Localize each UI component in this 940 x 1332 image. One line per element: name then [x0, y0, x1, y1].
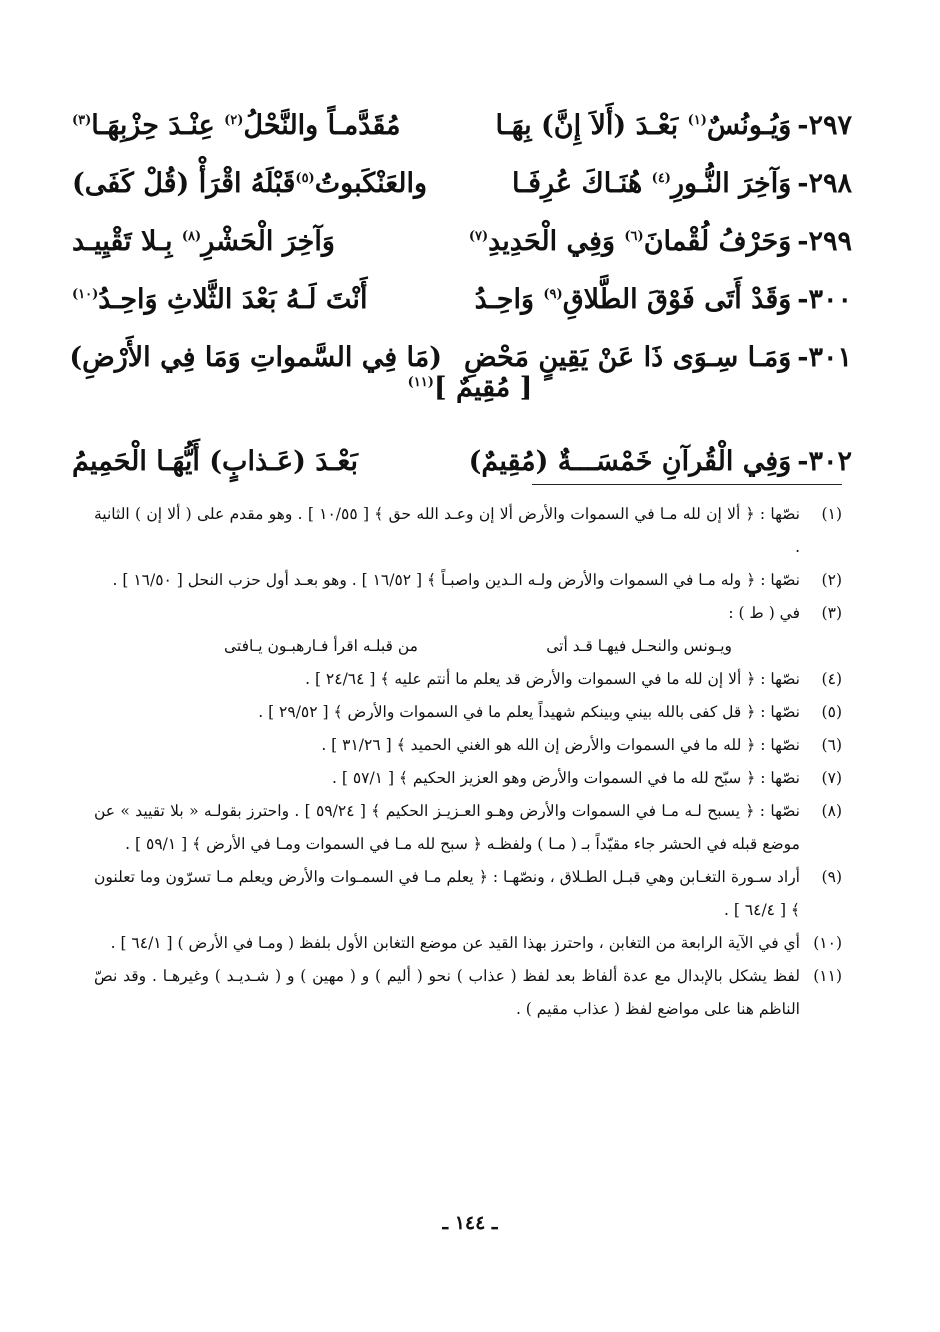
verse-right-hemistich: ٢٩٧-وَيُـونُسٌ$^{(١)}$ بَعْـدَ (أَلاَ إِنَّ) بِهَـا [495, 109, 852, 141]
footnote-ref: (٦) [624, 228, 644, 244]
footnote-number: (٥) [821, 703, 842, 721]
footnote-ref: (١٠) [72, 286, 99, 302]
footnote-ref: (٣) [72, 112, 92, 128]
verse-right-hemistich: ٣٠١-وَمَـا سِـوَى ذَا عَنْ يَقِينٍ مَحْضِ [463, 341, 852, 373]
footnote-ref: (١١) [407, 375, 434, 390]
footnote-divider [532, 484, 842, 485]
poem-left-hemistich: من قبلـه اقرأ فـارهبـون يـافتى [224, 637, 418, 655]
footnote-text: نصّها : ﴿ ألا إن لله مـا في السموات والأرض ألا إن وعـد الله حق ﴾ [ ١٠/٥٥ ] . وهو مقدم على ( ألا إن ) الثانية . [94, 505, 800, 556]
verse-number: ٣٠١- [797, 341, 852, 373]
footnote-text: نصّها : ﴿ قل كفى بالله بيني وبينكم شهيداً يعلم ما في السموات والأرض ﴾ [ ٢٩/٥٢ ] . [258, 703, 800, 721]
verse-number: ٢٩٩- [797, 225, 852, 257]
footnote [94, 861, 842, 927]
verse-left-hemistich: بَعْـدَ (عَـذابٍ) أَيُّهَـا الْحَمِيمُ [72, 445, 358, 477]
footnote [94, 729, 842, 762]
footnote-text: نصّها : ﴿ ألا إن لله ما في السموات والأرض قد يعلم ما أنتم عليه ﴾ [ ٢٤/٦٤ ] . [305, 670, 800, 688]
footnote [94, 564, 842, 597]
footnote-number: (٧) [821, 769, 842, 787]
footnote-ref: (٨) [181, 228, 202, 244]
verse-right-hemistich: ٢٩٩-وَحَرْفُ لُقْمانَ$^{(٦)}$ وَفِي الْحَدِيدِ$^{(٧)}$ [468, 225, 852, 257]
footnote-text: نصّها : ﴿ يسبح لـه مـا في السموات والأرض وهـو العـزيـز الحكيم ﴾ [ ٥٩/٢٤ ] . واحترز بقولـه « بلا تقييد » عن موضع قبله في الحشر جاء مقيّداً بـ ( مـا ) ولفظـه ﴿ سبح لله مـا في السموات ومـا في الأرض ﴾ [ ٥٩/١ ] . [94, 802, 800, 853]
verse-number: ٣٠٢- [797, 445, 852, 477]
footnote [94, 795, 842, 861]
footnote-text: أي في الآية الرابعة من التغابن ، واحترز بهذا القيد عن موضع التغابن الأول بلفظ ( ومـا في الأرض ) [ ٦٤/١ ] . [110, 934, 800, 952]
verse-line-297 [72, 96, 852, 154]
verse-line-300 [72, 270, 852, 328]
footnote [94, 960, 842, 1026]
footnote-number: (٦) [821, 736, 842, 754]
verse-number: ٢٩٨- [797, 167, 852, 199]
footnote [94, 927, 842, 960]
verse-number: ٣٠٠- [797, 283, 852, 315]
footnote-ref: (٩) [543, 286, 563, 302]
footnote-ref: (٤) [651, 170, 671, 186]
footnote [94, 696, 842, 729]
footnote-text: أراد سـورة التغـابن وهي قبـل الطـلاق ، ونصّهـا : ﴿ يعلم مـا في السمـوات والأرض ويعلم مـا تسرّون وما تعلنون ﴾ [ ٦٤/٤ ] . [94, 868, 800, 919]
footnote-text: نصّها : ﴿ سبّح لله ما في السموات والأرض وهو العزيز الحكيم ﴾ [ ٥٧/١ ] . [331, 769, 800, 787]
footnote-number: (١) [821, 505, 842, 523]
verse-left-hemistich: والعَنْكَبوتُ$^{(٥)}$قَبْلَهُ اقْرَأْ (قُلْ كَفَى) [72, 167, 428, 199]
verse-left-hemistich: وَآخِرَ الْحَشْرِ$^{(٨)}$ بِـلا تَقْيِيـد [72, 225, 335, 257]
footnote-number: (١٠) [813, 934, 842, 952]
footnote-number: (٤) [821, 670, 842, 688]
verse-right-hemistich: ٣٠٠-وَقَدْ أَتَى فَوْقَ الطَّلاقِ$^{(٩)}$ وَاحِـدُ [474, 283, 852, 315]
footnote-ref: (١) [687, 112, 707, 128]
footnote-text: نصّها : ﴿ لله ما في السموات والأرض إن الله هو الغني الحميد ﴾ [ ٣١/٢٦ ] . [321, 736, 800, 754]
footnote [94, 498, 842, 564]
verse-line-302 [72, 432, 852, 490]
verse-right-hemistich: ٣٠٢-وَفِي الْقُرآنِ خَمْسَـــةٌ (مُقِيمٌ) [468, 445, 852, 477]
verse-line-298 [72, 154, 852, 212]
verse-line-299 [72, 212, 852, 270]
verse-left-hemistich: أَنْتَ لَـهُ بَعْدَ الثَّلاثِ وَاحِـدُ$^{(١٠)}$ [72, 283, 368, 315]
footnote-ref: (٧) [468, 228, 489, 244]
verse-right-hemistich: ٢٩٨-وَآخِرَ النُّـورِ$^{(٤)}$ هُنَـاكَ عُرِفَـا [512, 167, 852, 199]
footnote-number: (٣) [821, 604, 842, 622]
footnote-ref: (٥) [295, 170, 315, 186]
quoted-poem-line [94, 630, 842, 663]
footnote [94, 597, 842, 630]
footnote [94, 663, 842, 696]
footnote [94, 762, 842, 795]
footnote-number: (٨) [821, 802, 842, 820]
page-number: ـ ١٤٤ ـ [442, 1212, 498, 1234]
footnote-number: (٩) [821, 868, 842, 886]
footnote-text: لفظ يشكل بالإبدال مع عدة ألفاظ بعد لفظ ( عذاب ) نحو ( أليم ) و ( مهين ) و ( شـديـد ) وغيرهـا . وقد نصّ الناظم هنا على مواضع لفظ ( عذاب مقيم ) . [94, 967, 800, 1018]
poem-right-hemistich: ويـونس والنحـل فيهـا قـد أتى [546, 637, 732, 655]
footnote-text: نصّها : ﴿ وله مـا في السموات والأرض ولـه الـدين واصبـاً ﴾ [ ١٦/٥٢ ] . وهو بعـد أول حزب النحل [ ١٦/٥٠ ] . [112, 571, 800, 589]
footnote-text: في ( ط ) : [728, 604, 800, 622]
verse-continuation: [ مُقِيمٌ ]$^{(١١)}$ [407, 372, 533, 403]
verse-left-hemistich: مُقَدَّمـاً والنَّحْلُ$^{(٢)}$ عِنْـدَ حِزْبِهَـا$^{(٣)}$ [72, 109, 401, 141]
footnote-number: (١١) [813, 967, 842, 985]
footnotes [94, 498, 842, 1026]
verse-left-hemistich: (مَا فِي السَّمواتِ وَمَا فِي الأَرْضِ) [69, 341, 442, 373]
footnote-ref: (٢) [224, 112, 244, 128]
verse-block [69, 96, 852, 386]
footnote-number: (٢) [821, 571, 842, 589]
verse-number: ٢٩٧- [797, 109, 852, 141]
